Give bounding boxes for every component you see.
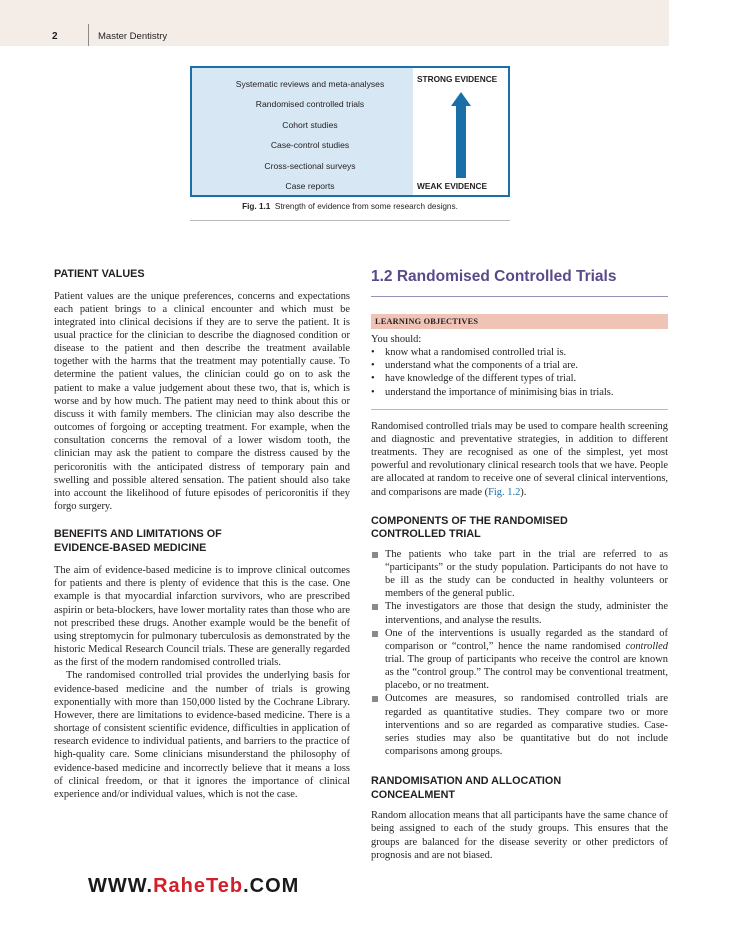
list-item: • know what a randomised controlled trial is. [371,347,567,359]
figure-caption [190,202,510,211]
study-design-list [210,74,410,196]
level-case-control: Case-control studies [270,140,350,151]
components-heading [371,515,668,542]
components-list [371,548,668,759]
right-column [371,266,668,862]
benefits-paragraph-1: The aim of evidence-based medicine is to improve clinical outcomes for patients and there is plenty of evidence that this is the case. One example is that myocardial infarction survivors, who are prescribed aspirin or beta-blockers, have lower mortality rates than those who are not prescribed these drugs. Another example would be the benefit of using streptomycin for pulmonary tuberculosis as demonstrated by the historic Medical Research Council trials. These are generally regarded as the first of the modern randomised controlled trials. [54,565,350,669]
level-case-reports: Case reports [285,180,335,191]
list-item: The patients who take part in the trial are referred to as “participants” or the study population. Participants do not have to be ill as the study can be conducted in healthy volunteers or members of the general public. [371,548,668,601]
benefits-paragraph-2: The randomised controlled trial provides the underlying basis for evidence-based medicine and the number of trials is growing exponentially with more than 150,000 listed by the Cochrane Library. However, there are limitations to evidence-based medicine. There is a shortage of consistent scientific evidence, difficulties in application of research evidence to individual patients, and barriers to the practice of high-quality care. Some clinicians misunderstand the philosophy of evidence-based medicine and incorrectly believe that it means a loss of clinical freedom, or that it ignores the importance of clinical experience and/or individual values, which is not the case. [54,670,350,800]
header-divider [88,24,89,46]
list-item: • understand the importance of minimising bias in trials. [371,386,614,398]
list-item: Outcomes are measures, so randomised controlled trials are regarded as quantitative studies. They compare two or more interventions and so are regarded as comparative studies. Case-series studies may also be quantitative but do not include comparisons among groups. [371,692,668,758]
components-heading-line-1: COMPONENTS OF THE RANDOMISED [371,514,568,527]
bullet-icon: • [371,373,375,385]
caption-rule [190,220,510,221]
running-head: Master Dentistry [98,31,168,42]
bullet-icon: • [371,347,375,359]
left-column [54,268,350,801]
list-item: • have knowledge of the different types of trial. [371,373,577,385]
level-cross-sectional: Cross-sectional surveys [264,160,356,171]
components-heading-line-2: CONTROLLED TRIAL [371,528,481,541]
square-bullet-icon [372,604,378,610]
figure-number: Fig. 1.1 [242,202,271,211]
patient-values-heading: PATIENT VALUES [54,268,145,280]
square-bullet-icon [372,631,378,637]
level-systematic-reviews: Systematic reviews and meta-analyses [235,79,385,89]
intro-paragraph: Randomised controlled trials may be used to compare health screening and diagnostic and preventative strategies, in addition to different treatments. They are recognised as one of the simplest, yet most powerful and revolutionary clinical research tools that we have. People are allocated at random to receive one of several clinical interventions, and comparisons are made (Fig. 1.2). [371,420,668,498]
level-rct: Randomised controlled trials [255,99,365,110]
objectives-rule [371,409,668,410]
bullet-icon: • [371,386,375,398]
benefits-heading [54,528,350,555]
strong-evidence-label: STRONG EVIDENCE [417,74,498,84]
list-item: One of the interventions is usually regarded as the standard of comparison or “control,” hence the name randomised controlled trial. The group of participants who receive the control are known as the “control group.” The control may be conventional treatment, placebo, or no treatment. [371,627,668,693]
randomisation-heading-line-2: CONCEALMENT [371,788,455,801]
page-number: 2 [52,31,58,42]
weak-evidence-label: WEAK EVIDENCE [417,181,488,191]
figure-caption-text: Strength of evidence from some research designs. [274,202,458,211]
up-arrow-icon [413,68,508,195]
benefits-heading-line-1: BENEFITS AND LIMITATIONS OF [54,528,222,541]
bullet-icon: • [371,360,375,372]
patient-values-text: Patient values are the unique preferences, concerns and expectations each patient brings to a clinical encounter and which must be integrated into clinical decisions if they are to serve the patient. It is usual practice for the clinician to describe the diagnosed condition or disease to the patient and then describe the treatment available together with the harms that the treatment may potentially cause. To determine the patient values, the clinician could go on to ask the patient to make a value judgement about these two, that is, which is worse and by how much. The patient may need to think about this or discuss it with family members. The clinician may also describe the outcomes of forgoing or accepting treatment. For example, when the consultation concerns the removal of a lower wisdom tooth, the clinician may ask the patient to compare the distress caused by the pericoronitis with the anticipated distress of temporary pain and swelling and possible altered sensation. The patient should also take into account the likelihood of future episodes of pericoronitis if they forgo surgery. [54,290,350,512]
learning-objectives-bar: LEARNING OBJECTIVES [371,314,668,329]
randomisation-heading [371,775,668,802]
evidence-figure [190,66,510,197]
square-bullet-icon [372,696,378,702]
benefits-heading-line-2: EVIDENCE-BASED MEDICINE [54,541,207,554]
randomisation-text: Random allocation means that all participants have the same chance of being assigned to each of the study groups. This ensures that the groups are balanced for the disease severity or other predictors of prognosis and are not biased. [371,810,668,861]
watermark: WWW.RaheTeb.COM [88,875,300,897]
learning-objectives-list [371,346,668,399]
figure-link[interactable]: Fig. 1.2 [488,486,521,498]
title-rule [371,296,668,297]
square-bullet-icon [372,552,378,558]
evidence-panel [413,68,508,195]
you-should-label: You should: [371,334,422,345]
chapter-title: 1.2 Randomised Controlled Trials [371,268,617,285]
list-item: • understand what the components of a trial are. [371,360,579,372]
list-item: The investigators are those that design the study, administer the interventions, and analyse the results. [371,600,668,626]
randomisation-heading-line-1: RANDOMISATION AND ALLOCATION [371,775,562,788]
level-cohort: Cohort studies [282,119,338,130]
